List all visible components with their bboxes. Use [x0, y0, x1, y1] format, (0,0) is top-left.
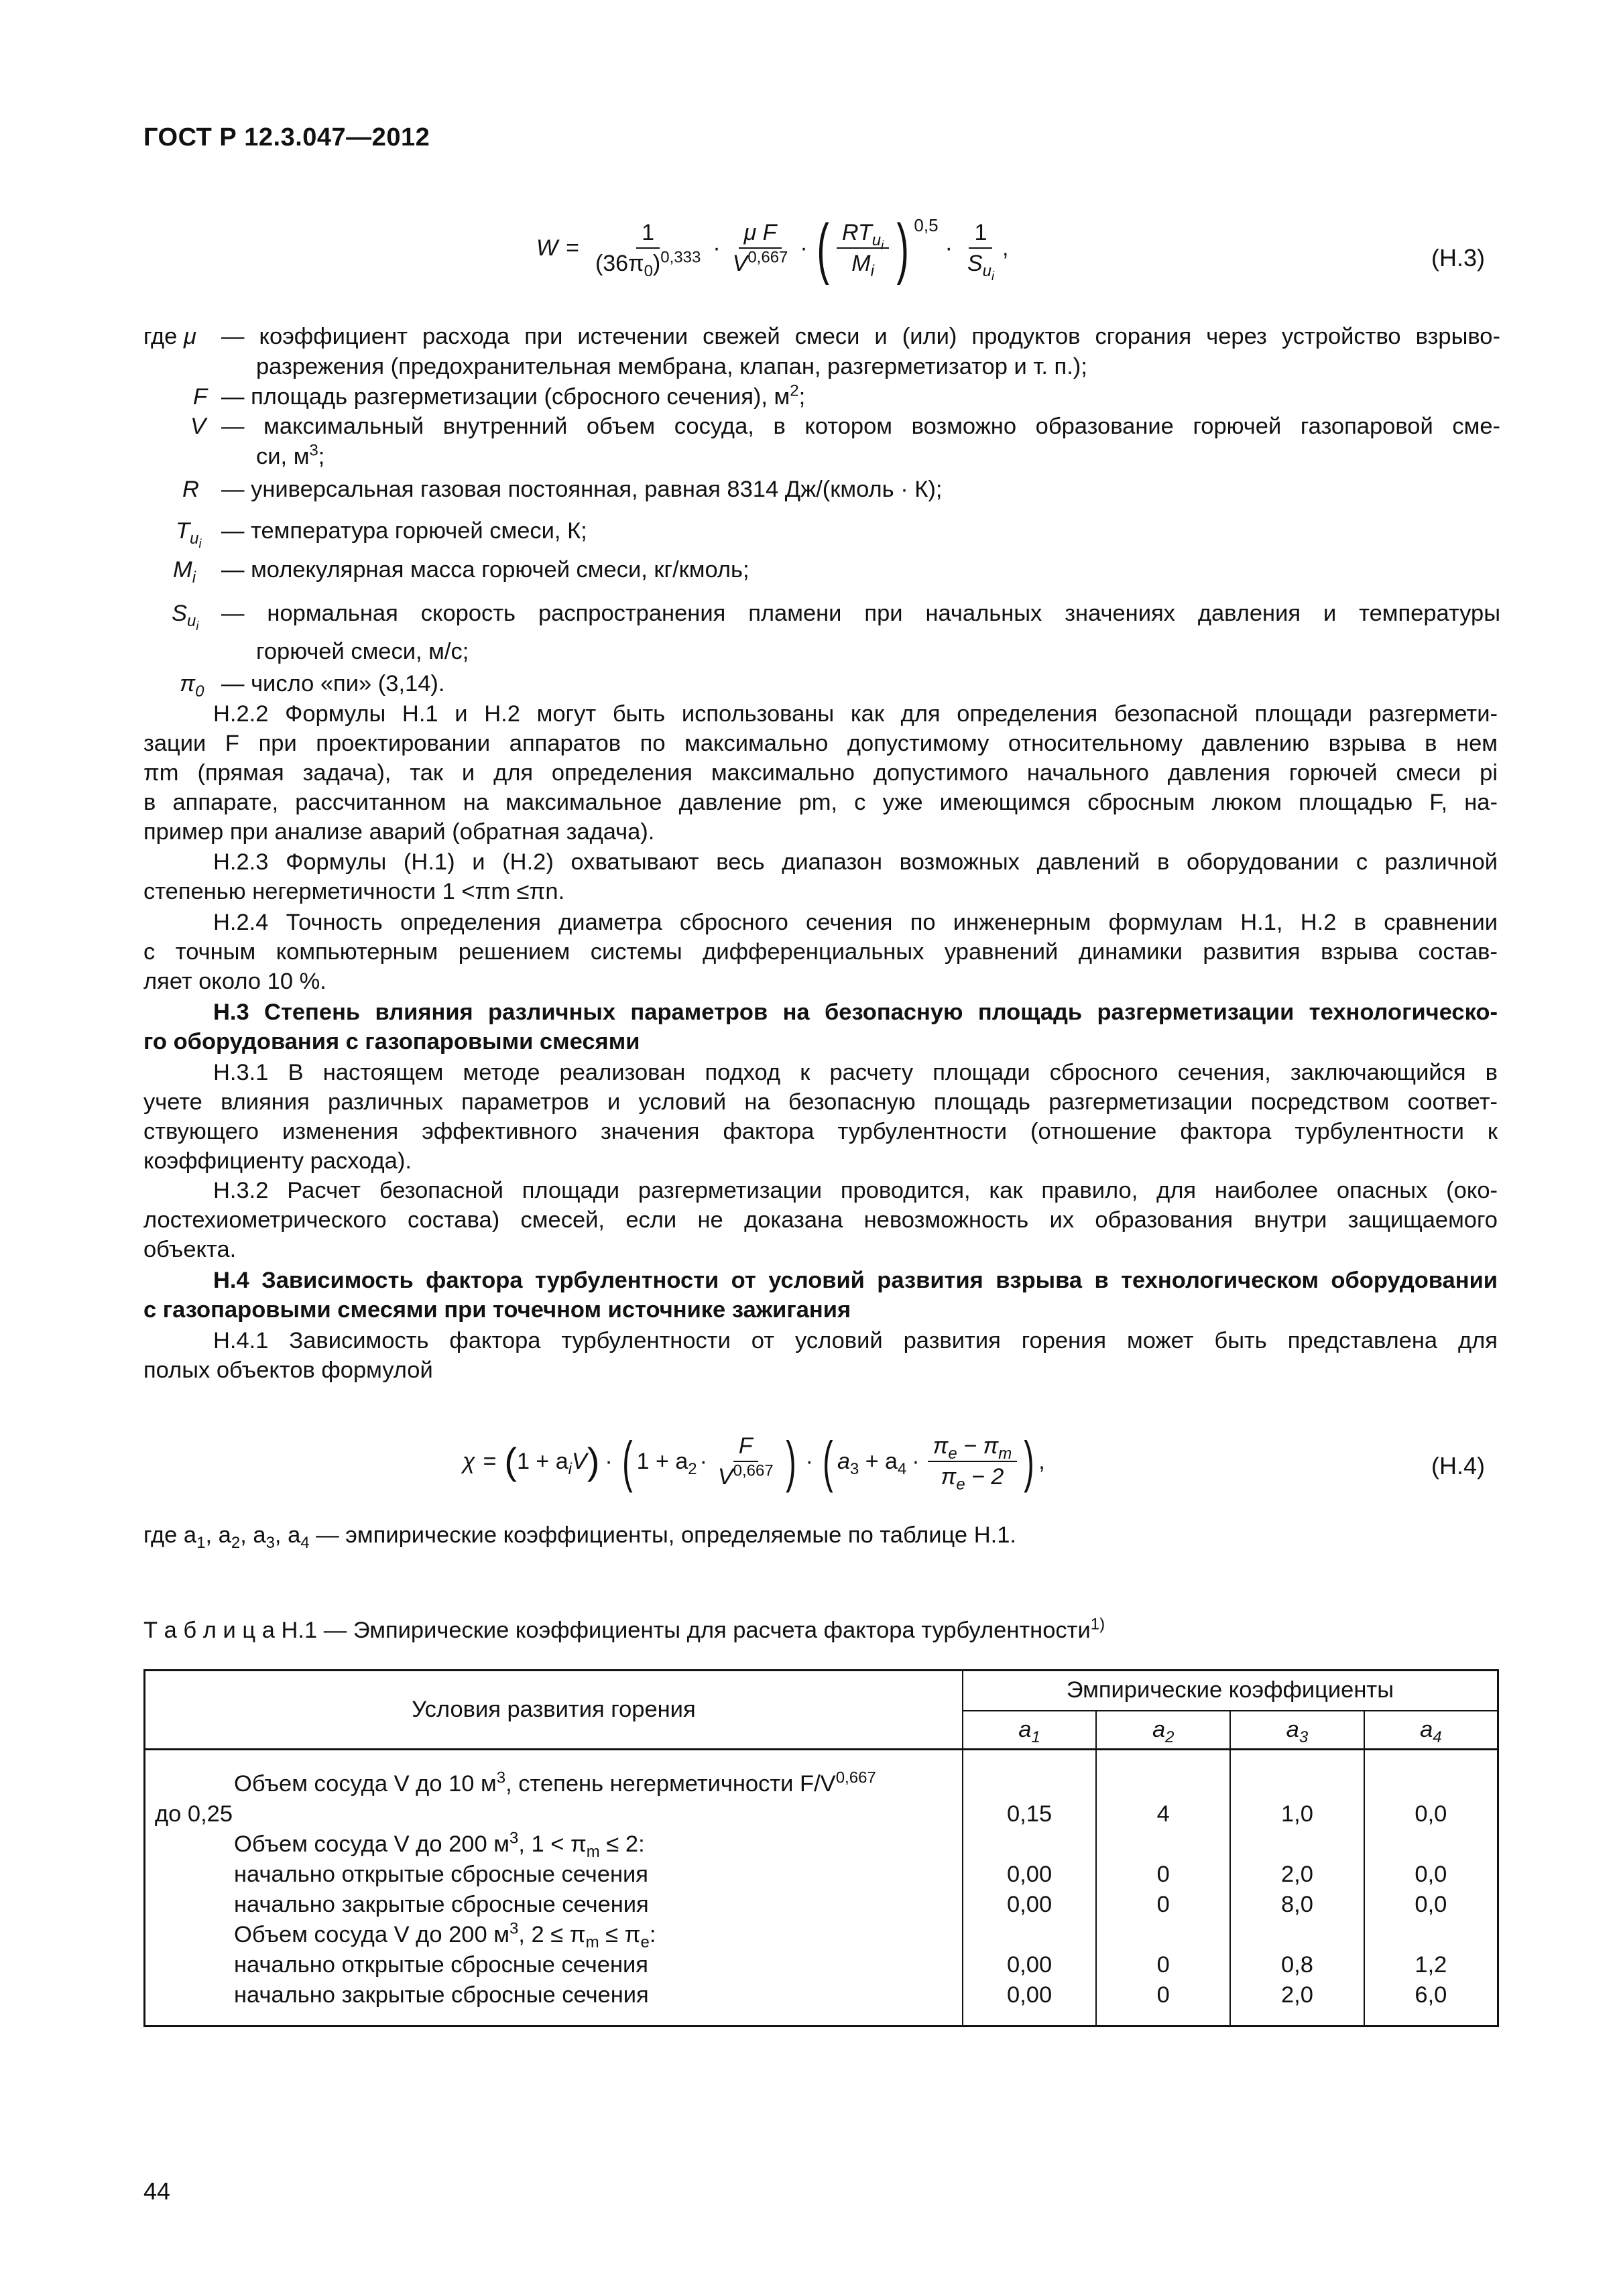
page-number: 44 [143, 2177, 171, 2205]
formula-h4-chi: χ [463, 1448, 475, 1474]
definition-V-cont: си, $м^3$; [256, 441, 325, 469]
definitions-intro: где μ [143, 324, 196, 349]
symbol-S: $S_{u_i}$ [172, 601, 199, 633]
paragraph-h23: Н.2.3 Формулы (Н.1) и (Н.2) охватывают весь диапазон возможных давлений в оборудовании с различной степенью негерметичности 1 <πm ≤πn. [143, 849, 1498, 904]
formula-h3-comma: , [1002, 235, 1009, 261]
table-col-a1: 0,15 0,00 0,00 0,00 0,00 [963, 1750, 1097, 2027]
table-header-group: Эмпирические коэффициенты [963, 1671, 1498, 1711]
formula-h3: W = $\frac{1}{(36\pi_0)^{0,333}}$ · $\frac{\text{μ F}}{V^{0,667}}$ · ( $\frac{RT_{u_i}}{M_i}$ ) $^{0,5}$ · $\frac{1}{S_{u_i}}$ , [536, 210, 1009, 286]
formula-h4-eq: = [483, 1448, 497, 1474]
symbol-F: F [193, 384, 208, 410]
definition-R: — универсальная газовая постоянная, равная 8314 Дж/(кмоль · К); [221, 477, 943, 502]
symbol-pi0: $\pi_0$ [180, 671, 204, 701]
formula-h4-number: (Н.4) [1431, 1452, 1485, 1479]
symbol-V: V [190, 414, 206, 439]
table-body [145, 1750, 1498, 2027]
definition-S: — нормальная скорость распространения пламени при начальных значениях давления и температуры [221, 601, 1500, 626]
paragraph-h24: Н.2.4 Точность определения диаметра сбросного сечения по инженерным формулам Н.1, Н.2 в сравнении с точным компьютерным решением системы дифференциальных уравнений динамики развития взрыва состав- ляет около 10 %. [143, 910, 1498, 994]
definition-pi0: — число «пи» (3,14). [221, 671, 445, 697]
formula-h3-frac3: $\frac{RT_{u_i}}{M_i}$ [837, 219, 889, 277]
formula-h3-eq: = [566, 235, 579, 261]
table-header-a3: $a_3$ [1230, 1711, 1364, 1750]
table-header-conditions: Условия развития горения [145, 1671, 963, 1750]
table-caption: Т а б л и ц а Н.1 — Эмпирические коэффициенты для расчета фактора турбулентности$^{1)}$ [143, 1615, 1105, 1643]
definition-S-cont: горючей смеси, м/с; [256, 639, 469, 664]
formula-h3-frac2: $\frac{\text{μ F}}{V^{0,667}}$ [732, 220, 788, 276]
symbol-M: $M_i$ [173, 557, 196, 587]
paragraph-h22: Н.2.2 Формулы Н.1 и Н.2 могут быть использованы как для определения безопасной площади разгермети- зации F при проектировании аппаратов по максимально допустимому относительному давлению взрыва в нем πm (прямая задача), так и для определения максимально допустимого начального давления горючей смеси pi в аппарате, рассчитанном на максимальное давление pm, с уже имеющимся сбросным люком площадью F, на- пример при анализе аварий (обратная задача). [143, 701, 1498, 845]
formula-h3-dot3: · [945, 235, 953, 261]
formula-h4-frac2: $\frac{\pi_e - \pi_m}{\pi_e - 2}$ [928, 1433, 1018, 1490]
formula-h4-dot2: · [805, 1448, 813, 1474]
definition-V: — максимальный внутренний объем сосуда, в котором возможно образование горючей газопаровой сме- [221, 414, 1500, 439]
formula-h4: χ = ( $1 + a_iV$ ) · ( $1 + a_2$ · $\frac{F}{V^{0,667}}$ ) · ( $a_3 + a_4$ · $\frac{\pi_e - \pi_m}{\pi_e - 2}$ ) , [463, 1430, 1045, 1494]
formula-h4-dot1: · [605, 1448, 613, 1474]
symbol-R: R [182, 477, 199, 502]
table-col-a4: 0,0 0,0 0,0 1,2 6,0 [1364, 1750, 1498, 2027]
coefficients-note: где $a_1$, $a_2$, $a_3$, $a_4$ — эмпирические коэффициенты, определяемые по таблице Н.1. [143, 1522, 1016, 1552]
formula-h3-rparen: ) [896, 210, 909, 286]
formula-h3-lhs: W [536, 235, 558, 261]
definition-F: — площадь разгерметизации (сбросного сечения), $м^2$; [221, 381, 806, 410]
document-header: ГОСТ Р 12.3.047—2012 [143, 123, 430, 152]
formula-h3-frac1: $\frac{1}{(36\pi_0)^{0,333}}$ [595, 220, 701, 280]
table-col-a2: 4 0 0 0 0 [1096, 1750, 1230, 2027]
formula-h4-frac1: $\frac{F}{V^{0,667}}$ [717, 1433, 774, 1490]
coefficients-table [143, 1669, 1499, 2027]
formula-h3-dot2: · [800, 235, 808, 261]
formula-h3-dot1: · [713, 235, 721, 261]
table-header-a4: $a_4$ [1364, 1711, 1498, 1750]
section-h3-title: Н.3 Степень влияния различных параметров на безопасную площадь разгерметизации технологическо- го оборудования с газопаровыми смесями [143, 1000, 1498, 1054]
table-col-a3: 1,0 2,0 8,0 0,8 2,0 [1230, 1750, 1364, 2027]
table-conditions-cell: Объем сосуда V до 10 $м^3$, степень негерметичности $F/V^{0,667}$ до 0,25 Объем сосуда V до 200 $м^3$, $1 < \pi_m \le 2$: начально открытые сбросные сечения начально закрытые сбросные сечения Объем сосуда V до 200 $м^3$, $2 \le \pi_m \le \pi_e$: начально открытые сбросные сечения начально закрытые сбросные сечения [145, 1750, 963, 2027]
paragraph-h32: Н.3.2 Расчет безопасной площади разгерметизации проводится, как правило, для наиболее опасных (око- лостехиометрического состава) смесей, если не доказана невозможность их образования внутри защищаемого объекта. [143, 1178, 1498, 1262]
definition-mu: — коэффициент расхода при истечении свежей смеси и (или) продуктов сгорания через устройство взрыво- [221, 324, 1500, 349]
formula-h3-lparen: ( [817, 210, 829, 286]
table-header-a2: $a_2$ [1096, 1711, 1230, 1750]
formula-h3-frac4: $\frac{1}{S_{u_i}}$ [967, 220, 994, 283]
paragraph-h31: Н.3.1 В настоящем методе реализован подход к расчету площади сбросного сечения, заключающийся в учете влияния различных параметров и условий на безопасную площадь разгерметизации посредством соответ- ствующего изменения эффективного значения фактора турбулентности (отношение фактора турбулентности к коэффициенту расхода). [143, 1060, 1498, 1174]
section-h4-title: Н.4 Зависимость фактора турбулентности от условий развития взрыва в технологическом оборудовании с газопаровыми смесями при точечном источнике зажигания [143, 1268, 1498, 1323]
paragraph-h41: Н.4.1 Зависимость фактора турбулентности от условий развития горения может быть представлена для полых объектов формулой [143, 1328, 1498, 1383]
formula-h3-number: (Н.3) [1431, 244, 1485, 271]
table-header-a1: $a_1$ [963, 1711, 1097, 1750]
symbol-T: $T_{u_i}$ [176, 518, 202, 550]
definition-M: — молекулярная масса горючей смеси, кг/кмоль; [221, 557, 749, 583]
definition-T: — температура горючей смеси, К; [221, 518, 587, 544]
definition-mu-cont: разрежения (предохранительная мембрана, клапан, разгерметизатор и т. п.); [256, 354, 1087, 379]
